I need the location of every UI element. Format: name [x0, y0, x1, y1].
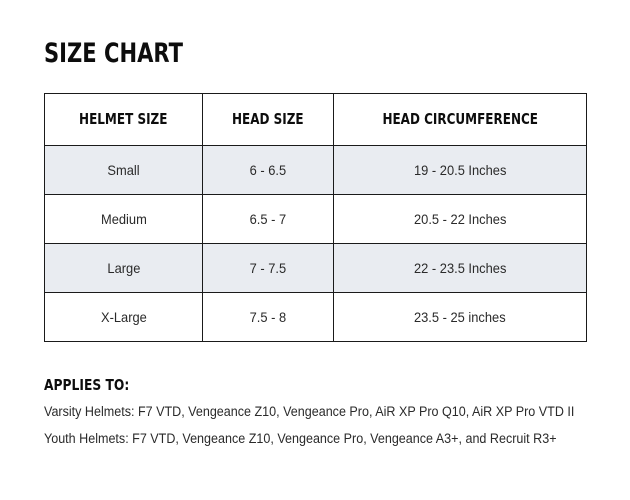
cell-text: 22 - 23.5 Inches — [413, 260, 507, 276]
page-title: SIZE CHART — [44, 38, 184, 69]
helmet-size-cell — [45, 146, 203, 195]
youth-helmets-line: Youth Helmets: F7 VTD, Vengeance Z10, Vengeance Pro, Vengeance A3+, and Recruit R3+ — [44, 431, 557, 446]
column-header-helmet-size — [45, 94, 203, 146]
column-header-label: HELMET SIZE — [79, 110, 168, 128]
cell-text: 20.5 - 22 Inches — [413, 211, 507, 227]
column-header-head-circumference — [334, 94, 587, 146]
head-circumference-cell — [334, 146, 587, 195]
cell-text: 7 - 7.5 — [249, 260, 287, 276]
column-header-label: HEAD SIZE — [232, 110, 304, 128]
cell-text: 6.5 - 7 — [249, 211, 287, 227]
size-chart-table — [44, 93, 587, 342]
head-size-cell — [203, 293, 334, 342]
head-size-cell — [203, 195, 334, 244]
cell-text: 19 - 20.5 Inches — [413, 162, 507, 178]
helmet-size-cell — [45, 293, 203, 342]
cell-text: X-Large — [100, 309, 147, 325]
table-row — [45, 146, 587, 195]
head-circumference-cell — [334, 244, 587, 293]
helmet-size-cell — [45, 244, 203, 293]
table-header-row — [45, 94, 587, 146]
column-header-head-size — [203, 94, 334, 146]
cell-text: 6 - 6.5 — [249, 162, 287, 178]
helmet-size-cell — [45, 195, 203, 244]
applies-to-heading: APPLIES TO: — [44, 376, 130, 394]
table-row — [45, 293, 587, 342]
cell-text: 23.5 - 25 inches — [414, 309, 506, 325]
head-circumference-cell — [334, 293, 587, 342]
cell-text: Large — [107, 260, 140, 276]
varsity-helmets-line: Varsity Helmets: F7 VTD, Vengeance Z10, Vengeance Pro, AiR XP Pro Q10, AiR XP Pro VTD II — [44, 404, 575, 419]
table-row — [45, 195, 587, 244]
cell-text: Small — [107, 162, 140, 178]
cell-text: Medium — [100, 211, 147, 227]
head-size-cell — [203, 244, 334, 293]
table-row — [45, 244, 587, 293]
cell-text: 7.5 - 8 — [249, 309, 287, 325]
column-header-label: HEAD CIRCUMFERENCE — [382, 110, 538, 128]
head-size-cell — [203, 146, 334, 195]
head-circumference-cell — [334, 195, 587, 244]
